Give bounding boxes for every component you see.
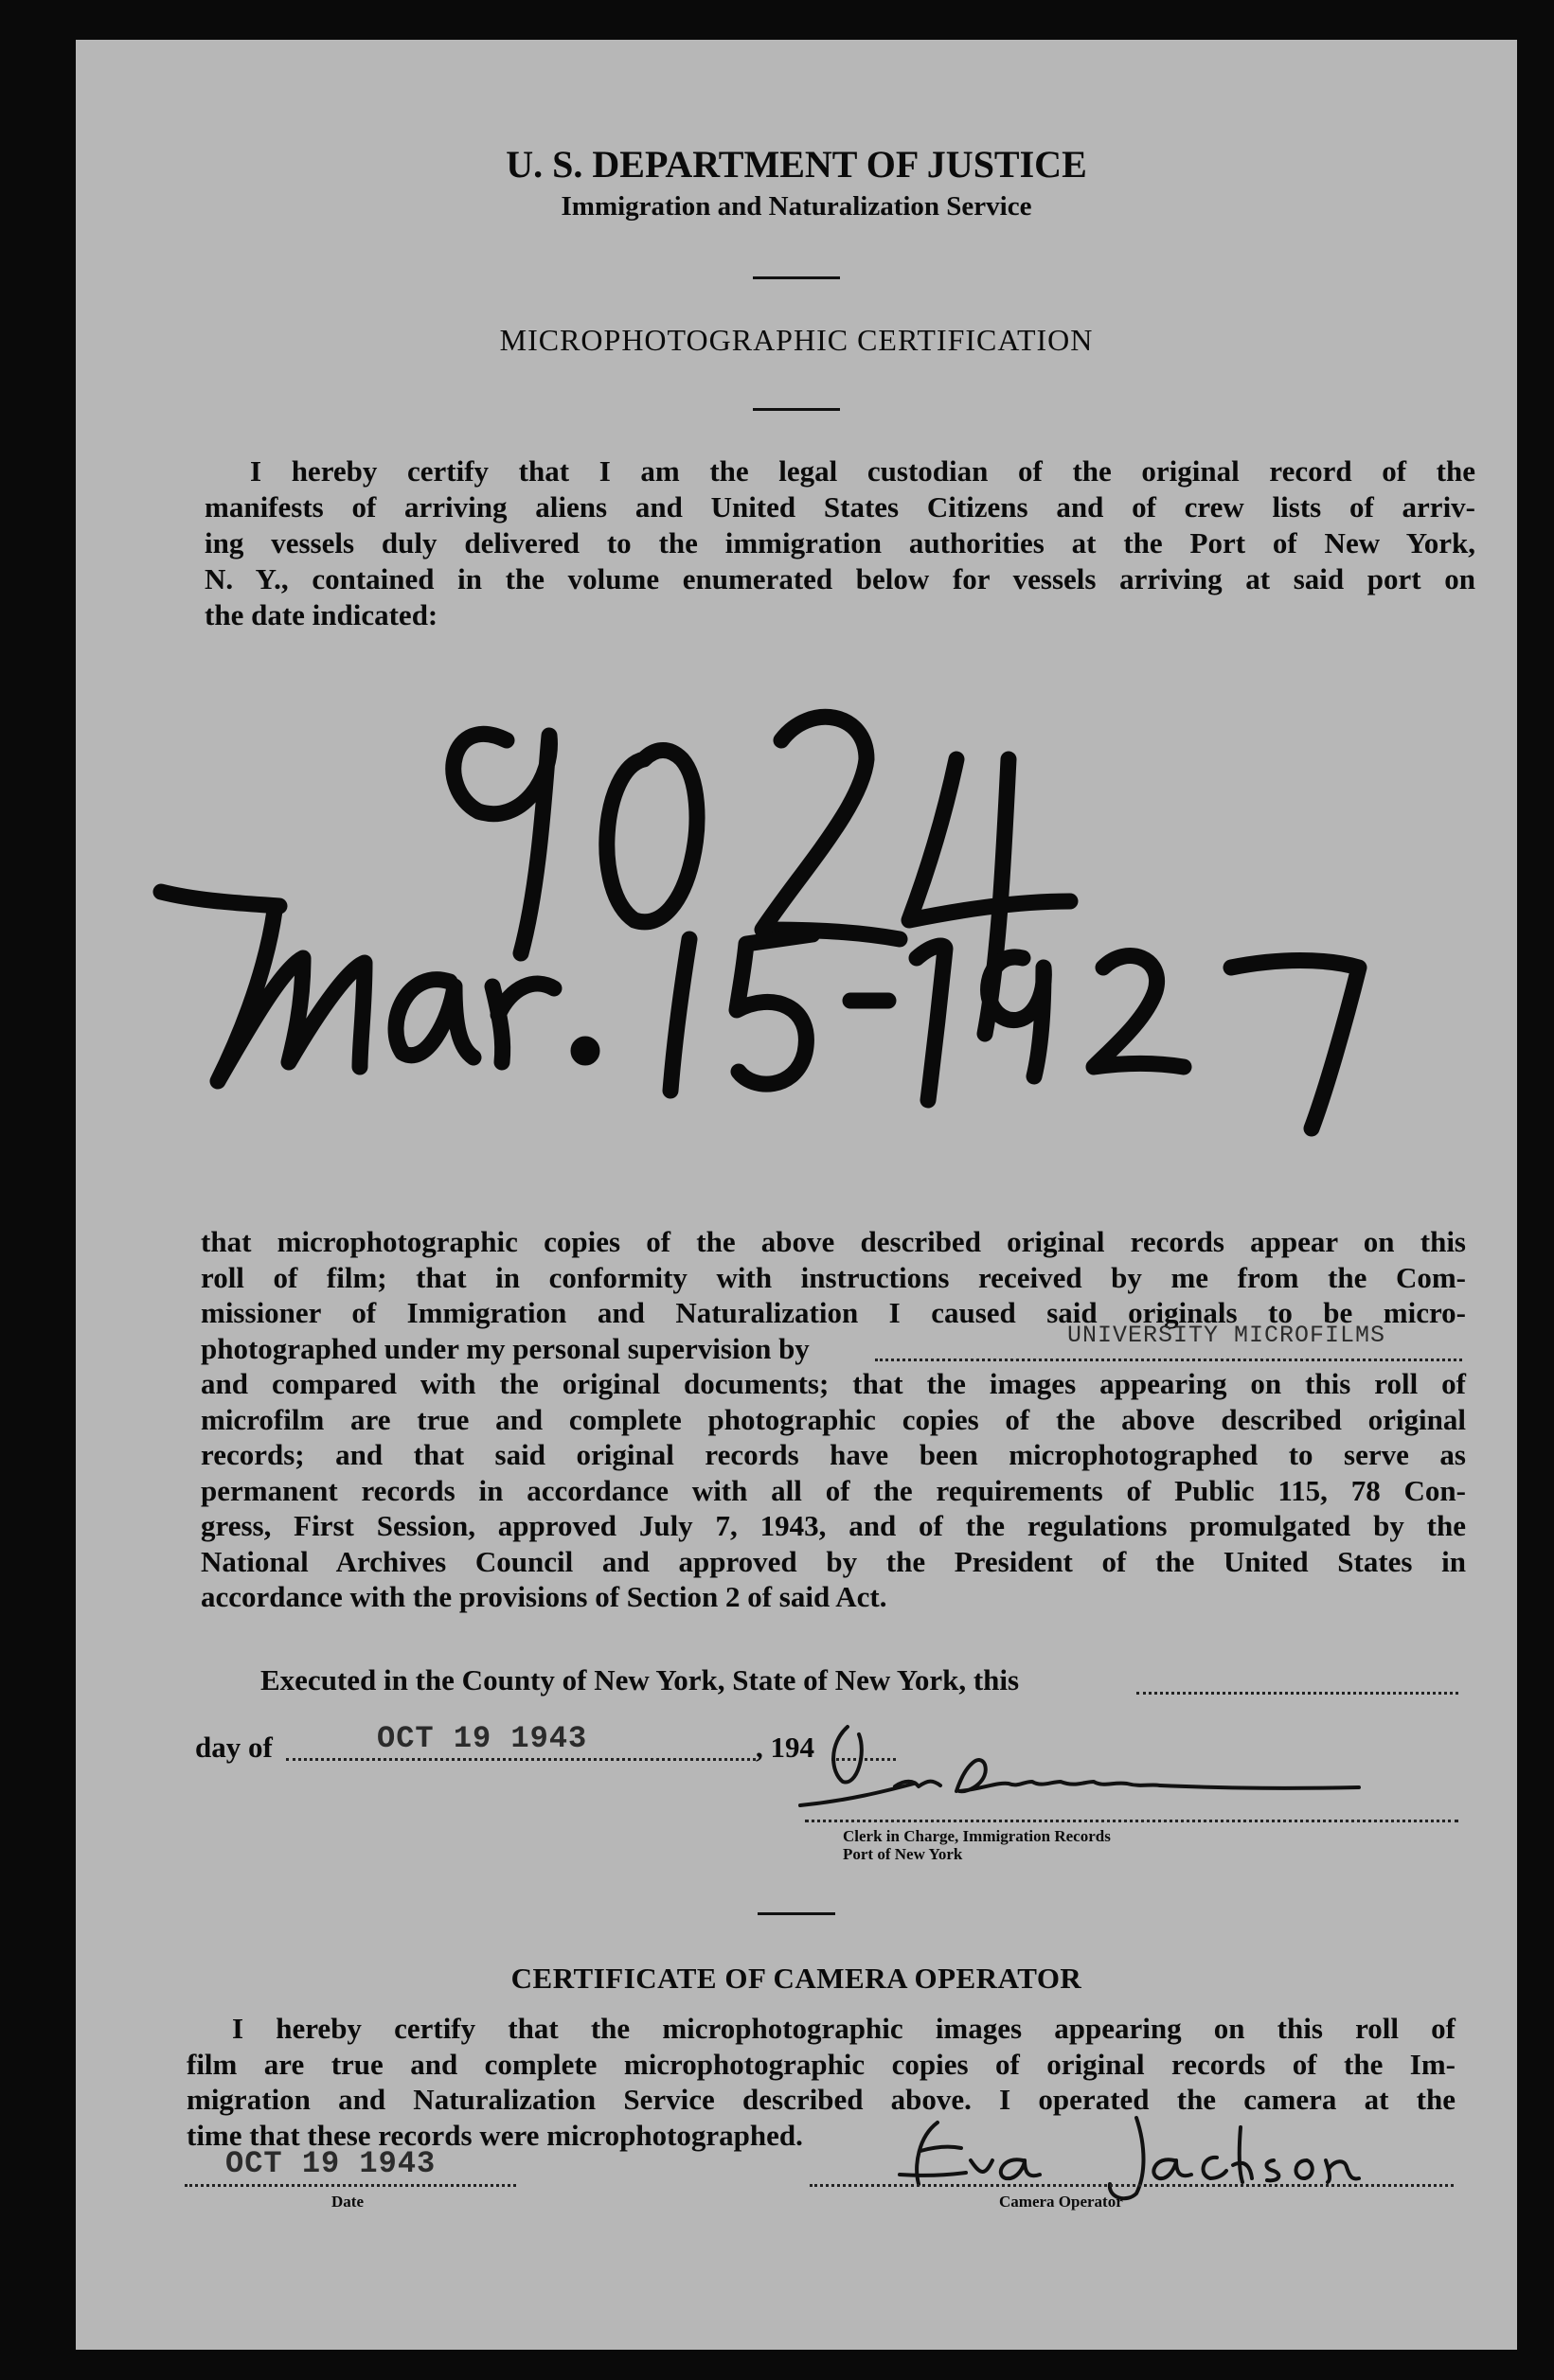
divider — [753, 408, 840, 411]
clerk-title-line: Port of New York — [843, 1845, 963, 1863]
clerk-title-line: Clerk in Charge, Immigration Records — [843, 1827, 1111, 1845]
handwritten-date — [76, 646, 1517, 1138]
day-of-label: day of — [195, 1731, 273, 1764]
body-line: that microphotographic copies of the above described original records appear on this — [201, 1225, 1466, 1258]
intro-line: ing vessels duly delivered to the immigration authorities at the Port of New York, — [205, 526, 1475, 559]
certification-title: MICROPHOTOGRAPHIC CERTIFICATION — [499, 323, 1094, 357]
year-prefix: , 194 — [756, 1731, 814, 1764]
camera-operator-signature — [862, 2108, 1392, 2203]
supervisor-blank — [875, 1359, 1462, 1361]
body-paragraph — [201, 1224, 1466, 1615]
body-line: accordance with the provisions of Section 2 of said Act. — [201, 1580, 887, 1613]
certificate-page — [76, 40, 1517, 2350]
camera-line: migration and Naturalization Service described above. I operated the camera at the — [187, 2083, 1456, 2116]
body-line: National Archives Council and approved by the President of the United States in — [201, 1544, 1466, 1578]
intro-line: N. Y., contained in the volume enumerated below for vessels arriving at said port on — [205, 562, 1475, 595]
body-line: records; and that said original records have been microphotographed to serve as — [201, 1438, 1466, 1471]
body-line: and compared with the original documents; that the images appearing on this roll of — [201, 1367, 1466, 1400]
department-heading: U. S. DEPARTMENT OF JUSTICE — [506, 143, 1087, 186]
intro-line: the date indicated: — [205, 598, 438, 631]
camera-date-label: Date — [331, 2193, 364, 2211]
body-line: microfilm are true and complete photographic copies of the above described original — [201, 1402, 1466, 1436]
divider — [753, 276, 840, 279]
day-of-blank — [286, 1758, 756, 1761]
camera-operator-line — [810, 2184, 1454, 2187]
body-line: photographed under my personal supervision by — [201, 1331, 810, 1365]
camera-line: time that these records were microphotographed. — [187, 2118, 803, 2152]
executed-text: Executed in the County of New York, State of New York, this — [260, 1663, 1020, 1696]
body-line: roll of film; that in conformity with instructions received by me from the Com- — [201, 1260, 1466, 1294]
executed-day-blank — [1136, 1692, 1458, 1695]
service-subheading: Immigration and Naturalization Service — [561, 191, 1032, 222]
camera-date-stamp: OCT 19 1943 — [225, 2146, 437, 2181]
intro-paragraph — [205, 453, 1475, 633]
camera-operator-label: Camera Operator — [999, 2193, 1123, 2211]
clerk-signature — [791, 1715, 1397, 1820]
clerk-title — [843, 1827, 1111, 1863]
body-line: permanent records in accordance with all of the requirements of Public 115, 78 Con- — [201, 1473, 1466, 1507]
intro-line: manifests of arriving aliens and United States Citizens and of crew lists of arriv- — [205, 490, 1475, 524]
camera-date-line — [185, 2184, 516, 2187]
camera-certificate-heading: CERTIFICATE OF CAMERA OPERATOR — [510, 1962, 1082, 1995]
supervision-line — [201, 1321, 1466, 1367]
day-of-date-stamp: OCT 19 1943 — [377, 1721, 588, 1756]
camera-line: film are true and complete microphotographic copies of original records of the Im- — [187, 2047, 1456, 2081]
supervisor-stamp: UNIVERSITY MICROFILMS — [1067, 1321, 1386, 1349]
body-line: missioner of Immigration and Naturalization I caused said originals to be micro- — [201, 1296, 1466, 1329]
clerk-signature-line — [805, 1820, 1458, 1822]
body-line: gress, First Session, approved July 7, 1943, and of the regulations promulgated by the — [201, 1509, 1466, 1542]
divider — [758, 1912, 835, 1915]
intro-line: I hereby certify that I am the legal custodian of the original record of the — [250, 454, 1475, 488]
camera-line: I hereby certify that the microphotographic images appearing on this roll of — [232, 2012, 1456, 2045]
